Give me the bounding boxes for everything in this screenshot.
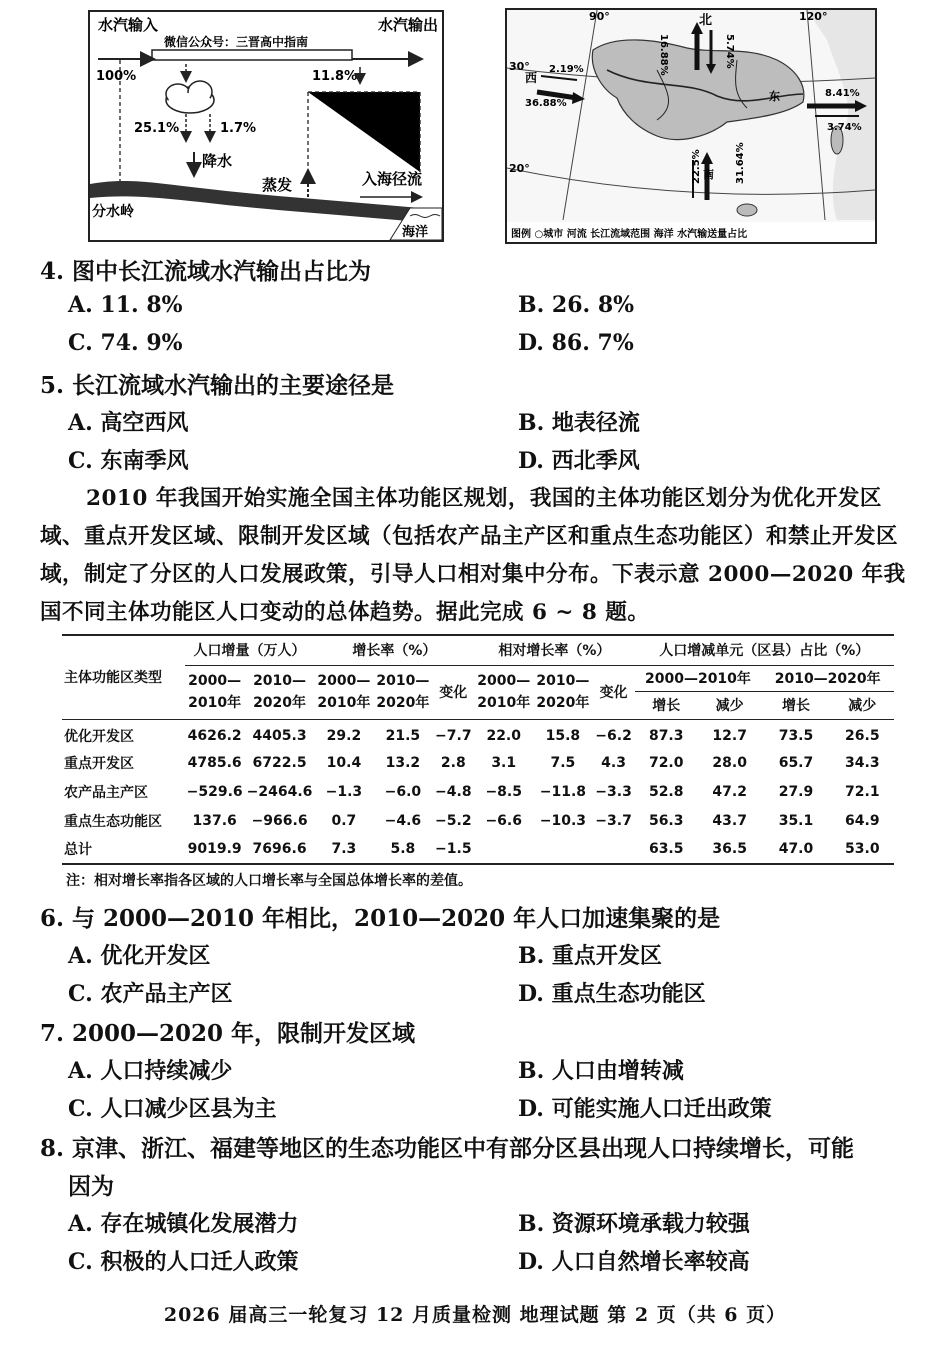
- percent-1-7-label: 1.7%: [220, 121, 257, 136]
- table-cell: 27.9: [778, 783, 814, 800]
- table-cell: −4.8: [435, 783, 472, 800]
- table-cell: 35.1: [778, 812, 814, 829]
- passage-text: 2010 年我国开始实施全国主体功能区规划，我国的主体功能区划分为优化开发区域、重点开发区域、限制开发区域（包括农产品主产区和重点生态功能区）和禁止开发区域，制定了分区的人口发展政策，引导人口相对集中分布。下表示意 2000—2020 年我国不同主体功能区人口变动的总体趋势。据此完成 6 ~ 8 题。: [40, 486, 906, 625]
- q4-option-d[interactable]: D. 86. 7%: [518, 330, 634, 356]
- table-cell: −11.8: [539, 783, 587, 800]
- header-type: 主体功能区类型: [62, 635, 185, 719]
- table-cell: 13.2: [385, 754, 421, 771]
- vapor-flow-band: [152, 50, 352, 60]
- table-cell: 4626.2: [187, 727, 242, 744]
- header-units-p2-inc: 增长: [761, 691, 830, 719]
- q6-option-d[interactable]: D. 重点生态功能区: [518, 981, 706, 1007]
- table-row: [62, 777, 894, 806]
- header-rel-change: 变化: [593, 665, 635, 719]
- table-cell: 87.3: [648, 727, 684, 744]
- vapor-in-label: 水汽输入: [98, 16, 159, 34]
- table-cell: [593, 835, 635, 864]
- table-cell: 21.5: [385, 727, 421, 744]
- table-row: [62, 748, 894, 777]
- table-cell: 52.8: [648, 783, 684, 800]
- west-b-percent: 36.88%: [525, 98, 567, 109]
- header-rate: 增长率（%）: [314, 635, 474, 665]
- header-increase: 人口增量（万人）: [185, 635, 315, 665]
- q6-option-a[interactable]: A. 优化开发区: [68, 943, 211, 969]
- table-cell: 9019.9: [187, 841, 242, 857]
- table-cell: 22.0: [486, 727, 521, 744]
- q7-option-b[interactable]: B. 人口由增转减: [518, 1058, 684, 1084]
- table-cell: −1.5: [435, 841, 472, 857]
- table-cell: −6.6: [485, 812, 522, 829]
- header-units-p2: 2010—2020年: [761, 665, 894, 691]
- q8-option-d[interactable]: D. 人口自然增长率较高: [518, 1249, 750, 1275]
- header-rate-change: 变化: [432, 665, 474, 719]
- table-cell: 28.0: [712, 754, 747, 771]
- table-note: 注：相对增长率指各区域的人口增长率与全国总体增长率的差值。: [66, 873, 472, 889]
- table-cell: 7696.6: [252, 841, 307, 857]
- q8-stem-line2: 因为: [68, 1173, 114, 1200]
- table-cell: 7.5: [550, 754, 576, 771]
- table-row-label: 重点生态功能区: [64, 813, 162, 830]
- header-rate-p2: 2010—2020年: [373, 665, 432, 719]
- table-cell: 4405.3: [252, 727, 307, 744]
- table-cell: 43.7: [712, 812, 747, 829]
- population-table: [62, 634, 894, 865]
- table-cell: 6722.5: [252, 754, 307, 771]
- percent-25-1-label: 25.1%: [134, 121, 180, 136]
- east-label: 东: [769, 90, 780, 103]
- q8-option-c[interactable]: C. 积极的人口迁人政策: [68, 1249, 299, 1275]
- table-body: [62, 719, 894, 864]
- q6-option-b[interactable]: B. 重点开发区: [518, 943, 662, 969]
- table-cell: 0.7: [331, 812, 357, 829]
- precipitation-label: 降水: [202, 152, 233, 170]
- evaporation-label: 蒸发: [262, 176, 293, 194]
- table-row-label: 农产品主产区: [64, 784, 148, 801]
- ocean-label: 海洋: [402, 225, 429, 240]
- table-row-label: 重点开发区: [64, 755, 134, 772]
- north-label: 北: [699, 13, 713, 28]
- west-a-percent: 2.19%: [549, 64, 584, 75]
- north-in-percent: 16.88%: [658, 34, 669, 76]
- table-cell: 15.8: [545, 727, 581, 744]
- table-cell: 72.1: [845, 783, 880, 800]
- table-cell: 26.5: [845, 727, 880, 744]
- table-row: [62, 719, 894, 748]
- table-cell: −6.0: [384, 783, 422, 800]
- watermark-text: 微信公众号：三晋高中指南: [164, 35, 309, 49]
- cloud-icon: [166, 81, 214, 113]
- table-cell: −966.6: [251, 812, 308, 829]
- table-cell: 12.7: [712, 727, 747, 744]
- q8-option-a[interactable]: A. 存在城镇化发展潜力: [68, 1211, 299, 1237]
- table-cell: 3.1: [491, 754, 517, 771]
- table-row: [62, 835, 894, 864]
- table-cell: 47.0: [778, 841, 814, 857]
- q7-stem: 7. 2000—2020 年，限制开发区域: [40, 1020, 416, 1047]
- table-cell: 72.0: [648, 754, 684, 771]
- header-rel-p2: 2010—2020年: [533, 665, 592, 719]
- table-cell: 34.3: [845, 754, 880, 771]
- table-row-label: 优化开发区: [64, 728, 134, 745]
- east-b-percent: 3.74%: [827, 122, 862, 133]
- table-cell: −3.7: [595, 812, 632, 829]
- lat-30-label: 30°: [509, 60, 530, 73]
- table-cell: −1.3: [325, 783, 363, 800]
- table-cell: −5.2: [435, 812, 472, 829]
- q4-stem: 4. 图中长江流域水汽输出占比为: [40, 258, 372, 285]
- west-label: 西: [525, 71, 538, 85]
- table-cell: −529.6: [186, 783, 243, 800]
- table-cell: 29.2: [326, 727, 362, 744]
- water-vapor-budget-svg: [90, 12, 442, 240]
- q7-option-c[interactable]: C. 人口减少区县为主: [68, 1096, 277, 1122]
- header-units-p2-dec: 减少: [831, 691, 894, 719]
- south-b-percent: 31.64%: [735, 142, 746, 184]
- table-cell: [533, 835, 592, 864]
- yangtze-map-svg: [507, 10, 875, 242]
- q5-option-b[interactable]: B. 地表径流: [518, 410, 640, 436]
- table-cell: 63.5: [648, 841, 684, 857]
- divide-label: 分水岭: [92, 204, 134, 220]
- table-cell: −7.7: [435, 727, 472, 744]
- header-units: 人口增减单元（区县）占比（%）: [635, 635, 894, 665]
- q8-option-b[interactable]: B. 资源环境承载力较强: [518, 1211, 750, 1237]
- table-row-label: 总计: [64, 842, 92, 858]
- header-inc-p1: 2000—2010年: [185, 665, 245, 719]
- header-rate-p1: 2000—2010年: [314, 665, 373, 719]
- header-units-p1: 2000—2010年: [635, 665, 762, 691]
- east-a-percent: 8.41%: [825, 88, 860, 99]
- north-out-percent: 5.74%: [724, 34, 735, 69]
- yangtze-vapor-transport-map: [505, 8, 877, 244]
- table-cell: 53.0: [845, 841, 880, 857]
- header-units-p1-dec: 减少: [698, 691, 761, 719]
- table-row: [62, 806, 894, 835]
- table-cell: 64.9: [845, 812, 880, 829]
- table-cell: −8.5: [485, 783, 522, 800]
- q4-option-a[interactable]: A. 11. 8%: [68, 292, 183, 318]
- south-a-percent: 22.5%: [691, 149, 702, 184]
- q4-option-b[interactable]: B. 26. 8%: [518, 292, 635, 318]
- table-cell: 137.6: [192, 812, 237, 829]
- vapor-out-percent: 11.8%: [312, 69, 358, 84]
- water-vapor-budget-diagram: [88, 10, 444, 242]
- table-cell: −3.3: [595, 783, 632, 800]
- table-cell: 4785.6: [187, 754, 242, 771]
- q6-stem: 6. 与 2000—2010 年相比，2010—2020 年人口加速集聚的是: [40, 905, 721, 932]
- lat-20-label: 20°: [509, 162, 530, 175]
- q4-option-c[interactable]: C. 74. 9%: [68, 330, 183, 356]
- table-cell: 73.5: [778, 727, 814, 744]
- table-cell: [474, 835, 533, 864]
- q6-option-c[interactable]: C. 农产品主产区: [68, 981, 233, 1007]
- lon-120-label: 120°: [799, 10, 828, 23]
- vapor-in-percent: 100%: [96, 69, 137, 84]
- runoff-label: 入海径流: [362, 170, 423, 188]
- q5-option-a[interactable]: A. 高空西风: [68, 410, 189, 436]
- table-cell: 56.3: [648, 812, 684, 829]
- table-cell: −10.3: [539, 812, 587, 829]
- page-footer: 2026 届高三一轮复习 12 月质量检测 地理试题 第 2 页（共 6 页）: [163, 1304, 787, 1326]
- table-cell: 7.3: [331, 841, 357, 857]
- header-rel-p1: 2000—2010年: [474, 665, 533, 719]
- table-cell: 47.2: [712, 783, 747, 800]
- lon-90-label: 90°: [589, 10, 610, 23]
- table-cell: 5.8: [390, 841, 416, 857]
- map-legend: 图例 ○城市 河流 长江流域范围 海洋 水汽输送量占比: [511, 229, 748, 240]
- q5-option-d[interactable]: D. 西北季风: [518, 448, 640, 474]
- table-cell: 65.7: [778, 754, 814, 771]
- header-units-p1-inc: 增长: [635, 691, 698, 719]
- q8-stem-line1: 8. 京津、浙江、福建等地区的生态功能区中有部分区县出现人口持续增长，可能: [40, 1135, 855, 1162]
- table-cell: −6.2: [595, 727, 632, 744]
- q7-option-a[interactable]: A. 人口持续减少: [68, 1058, 233, 1084]
- vapor-out-label: 水汽输出: [378, 16, 439, 34]
- q5-option-c[interactable]: C. 东南季风: [68, 448, 189, 474]
- population-table-wrap: [62, 634, 894, 865]
- table-cell: 2.8: [440, 754, 466, 771]
- table-cell: −2464.6: [246, 783, 313, 800]
- south-label: 南: [703, 168, 714, 181]
- q5-stem: 5. 长江流域水汽输出的主要途径是: [40, 372, 395, 399]
- header-inc-p2: 2010—2020年: [245, 665, 315, 719]
- table-cell: −4.6: [384, 812, 422, 829]
- header-relative: 相对增长率（%）: [474, 635, 634, 665]
- table-cell: 10.4: [326, 754, 362, 771]
- table-cell: 36.5: [712, 841, 747, 857]
- table-cell: 4.3: [601, 754, 626, 771]
- q7-option-d[interactable]: D. 可能实施人口迁出政策: [518, 1096, 772, 1122]
